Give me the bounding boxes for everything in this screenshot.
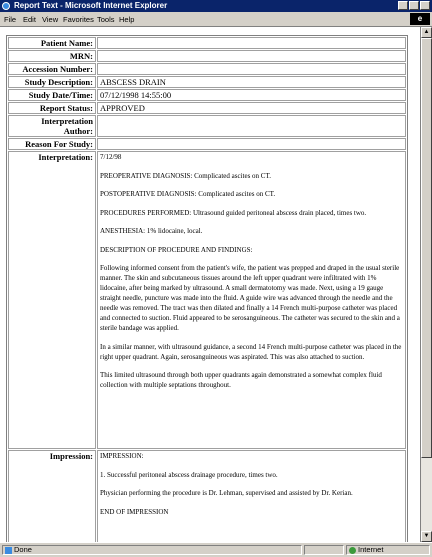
- scroll-down-arrow-icon[interactable]: ▼: [421, 531, 432, 542]
- field-value: APPROVED: [97, 102, 406, 114]
- ie-app-icon: [2, 2, 10, 10]
- field-label: Accession Number:: [8, 63, 96, 75]
- report-row: [8, 76, 406, 88]
- maximize-button[interactable]: [409, 1, 419, 10]
- page-done-icon: [5, 547, 12, 554]
- close-button[interactable]: [420, 1, 430, 10]
- report-paragraph: In a similar manner, with ultrasound guidance, a second 14 French multi-purpose catheter was placed in the right upper quadrant. Again, serosanguineous was aspirated. This was also attached to suction.: [100, 342, 402, 361]
- field-label: Report Status:: [8, 102, 96, 114]
- report-row: [8, 102, 406, 114]
- field-value: [97, 63, 406, 75]
- internet-zone-icon: [349, 547, 356, 554]
- report-paragraph: This limited ultrasound through both upper quadrants again demonstrated a somewhat complex fluid collection with multiple septations throughout.: [100, 371, 382, 389]
- menu-edit[interactable]: Edit: [23, 15, 36, 24]
- report-row: [8, 115, 406, 137]
- impression-label: Impression:: [8, 450, 96, 542]
- field-value: [97, 37, 406, 49]
- field-value: [97, 50, 406, 62]
- report-paragraph: PREOPERATIVE DIAGNOSIS: Complicated ascites on CT.: [100, 171, 271, 180]
- status-bar: [0, 542, 432, 557]
- report-paragraph: PROCEDURES PERFORMED: Ultrasound guided peritoneal abscess drain placed, times two.: [100, 208, 367, 217]
- report-paragraph: 1. Successful peritoneal abscess drainage procedure, times two.: [100, 470, 278, 479]
- report-row: [8, 37, 406, 49]
- interpretation-row: [8, 151, 406, 449]
- menu-bar: [0, 12, 432, 27]
- ie-throbber-logo: e: [410, 13, 430, 25]
- impression-text: [97, 450, 406, 542]
- field-label: Study Description:: [8, 76, 96, 88]
- title-bar: [0, 0, 432, 12]
- report-paragraph: Following informed consent from the patient's wife, the patient was prepped and draped in the usual sterile manner. The skin and subcutaneous tissues around the left upper quadrant were infiltrated with 1% lidocaine, after being marked by ultrasound. A small dermatotomy was made. Next, using a 19 gauge straight needle, puncture was made into the fluid. A guide wire was advanced through the needle and the needle was removed. The tract was then dilated and finally a 14 French multi-purpose catheter was placed and connected to suction. Fluid appeared to be serosanguineous. The catheter was secured to the skin and a sterile bandage was applied.: [100, 264, 400, 332]
- report-paragraph: ANESTHESIA: 1% lidocaine, local.: [100, 227, 203, 235]
- scroll-thumb[interactable]: [421, 38, 432, 458]
- window-title: Report Text - Microsoft Internet Explorer: [14, 1, 168, 10]
- field-value: 07/12/1998 14:55:00: [97, 89, 406, 101]
- vertical-scrollbar[interactable]: [420, 27, 432, 542]
- field-label: Reason For Study:: [8, 138, 96, 150]
- scroll-up-arrow-icon[interactable]: ▲: [421, 27, 432, 38]
- field-label: Interpretation Author:: [8, 115, 96, 137]
- field-value: [97, 138, 406, 150]
- menu-tools[interactable]: Tools: [97, 15, 115, 24]
- status-done: [2, 545, 302, 555]
- report-paragraph: Physician performing the procedure is Dr. Lehman, supervised and assisted by Dr. Kerian.: [100, 489, 353, 497]
- report-table: [6, 35, 408, 542]
- menu-file[interactable]: File: [4, 15, 17, 24]
- field-value: [97, 115, 406, 137]
- report-paragraph: 7/12/98: [100, 153, 122, 161]
- report-page: [0, 27, 420, 542]
- status-text: Done: [14, 545, 32, 554]
- report-paragraph: IMPRESSION:: [100, 452, 144, 460]
- report-row: [8, 63, 406, 75]
- window-controls: [398, 1, 430, 10]
- menu-help[interactable]: Help: [119, 15, 135, 24]
- field-label: MRN:: [8, 50, 96, 62]
- field-label: Patient Name:: [8, 37, 96, 49]
- interpretation-label: Interpretation:: [8, 151, 96, 449]
- report-paragraph: DESCRIPTION OF PROCEDURE AND FINDINGS:: [100, 245, 253, 254]
- interpretation-text: [97, 151, 406, 449]
- field-value: ABSCESS DRAIN: [97, 76, 406, 88]
- minimize-button[interactable]: [398, 1, 408, 10]
- status-segment: [304, 545, 344, 555]
- menu-favorites[interactable]: Favorites: [63, 15, 94, 24]
- report-row: [8, 138, 406, 150]
- report-row: [8, 89, 406, 101]
- impression-row: [8, 450, 406, 542]
- field-label: Study Date/Time:: [8, 89, 96, 101]
- status-zone: [346, 545, 430, 555]
- menu-view[interactable]: View: [42, 15, 59, 24]
- report-paragraph: POSTOPERATIVE DIAGNOSIS: Complicated ascites on CT.: [100, 190, 276, 198]
- report-row: [8, 50, 406, 62]
- zone-text: Internet: [358, 545, 384, 554]
- report-paragraph: END OF IMPRESSION: [100, 507, 169, 516]
